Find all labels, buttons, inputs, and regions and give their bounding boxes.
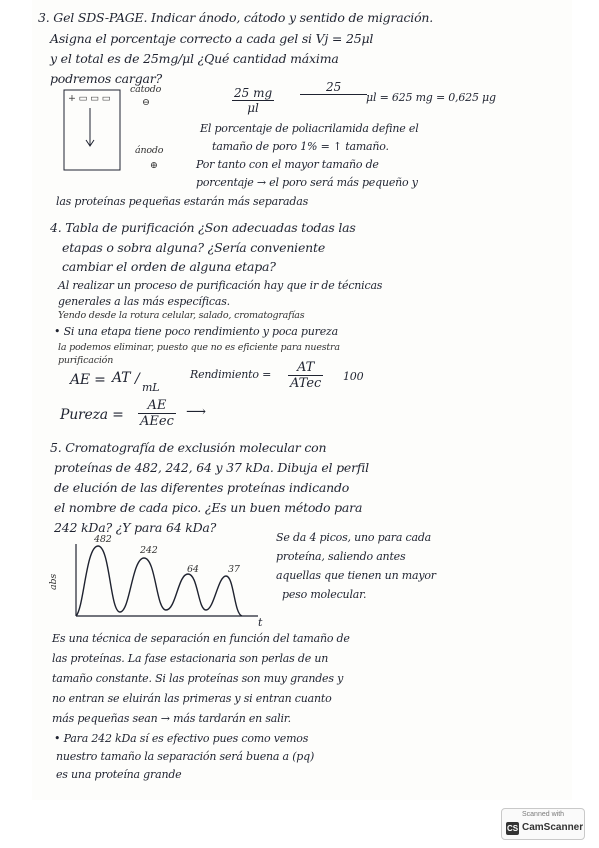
y-axis-label: abs: [48, 573, 59, 590]
q5-line4: el nombre de cada pico. ¿Es un buen método para: [54, 500, 363, 515]
peak-label-37: 37: [228, 564, 240, 575]
q5-answer2: las proteínas. La fase estacionaria son perlas de un: [52, 652, 329, 665]
ae-num: AT: [112, 370, 131, 386]
q5-side2: proteína, saliendo antes: [276, 550, 406, 563]
q4-p5: la podemos eliminar, puesto que no es eficiente para nuestra: [58, 342, 340, 353]
rend-fraction: AT ATec: [290, 360, 322, 391]
q3-line4: podremos cargar?: [50, 71, 163, 86]
q5-line5: 242 kDa? ¿Y para 64 kDa?: [54, 520, 217, 535]
cathode-sign: ⊖: [142, 97, 150, 108]
q4-p2: generales a las más específicas.: [58, 295, 230, 308]
q5-answer3: tamaño constante. Si las proteínas son muy grandes y: [52, 672, 344, 685]
peak-label-64: 64: [187, 564, 199, 575]
anode-sign: ⊕: [150, 160, 158, 171]
q5-line3: de elución de las diferentes proteínas indicando: [54, 480, 350, 495]
q4-heading: 4. Tabla de purificación ¿Son adecuadas todas las: [50, 220, 356, 235]
q5-side1: Se da 4 picos, uno para cada: [276, 531, 432, 544]
ae-den: mL: [142, 381, 160, 394]
q5-heading: 5. Cromatografía de exclusión molecular con: [50, 440, 327, 455]
elution-curve: [76, 546, 242, 616]
q5-answer8: es una proteína grande: [56, 768, 182, 781]
rend-label: Rendimiento =: [190, 368, 272, 381]
q4-p3: Yendo desde la rotura celular, salado, cromatografías: [58, 310, 305, 321]
calc-volume: 25: [300, 80, 367, 95]
anode-label: ánodo: [135, 145, 164, 156]
gel-wells: + ▭ ▭ ▭: [68, 93, 111, 104]
q5-answer6: • Para 242 kDa sí es efectivo pues como vemos: [54, 732, 309, 745]
q3-note4: porcentaje → el poro será más pequeño y: [196, 176, 418, 189]
calc-concentration: $\frac{25 mg}{\mu l}$: [234, 86, 273, 115]
pur-arrow: ⟶: [186, 404, 206, 420]
q5-side4: peso molecular.: [282, 588, 367, 601]
calc-result: μl = 625 mg = 0,625 μg: [366, 91, 496, 104]
q5-answer4: no entran se eluirán las primeras y si entran cuanto: [52, 692, 332, 705]
q4-p1: Al realizar un proceso de purificación hay que ir de técnicas: [58, 279, 383, 292]
q4-p6: purificación: [58, 355, 114, 366]
pur-fraction: AE AEec: [140, 398, 174, 429]
x-axis-label: t: [258, 616, 263, 629]
peak-label-242: 242: [140, 545, 158, 556]
camscanner-logo-icon: CS: [506, 824, 519, 833]
q3-line2: Asigna el porcentaje correcto a cada gel si Vj = 25μl: [50, 31, 374, 46]
q5-answer5: más pequeñas sean → más tardarán en salir.: [52, 712, 291, 725]
q4-p4: • Si una etapa tiene poco rendimiento y poca pureza: [54, 325, 338, 338]
cathode-label: cátodo: [130, 84, 162, 95]
elution-profile: [60, 536, 270, 636]
q5-line2: proteínas de 482, 242, 64 y 37 kDa. Dibuja el perfil: [54, 460, 369, 475]
q3-heading: 3. Gel SDS-PAGE. Indicar ánodo, cátodo y sentido de migración.: [38, 10, 434, 25]
q3-note1: El porcentaje de poliacrilamida define el: [200, 122, 419, 135]
pur-label: Pureza =: [60, 407, 124, 423]
q4-line3: cambiar el orden de alguna etapa?: [62, 259, 276, 274]
q5-side3: aquellas que tienen un mayor: [276, 569, 436, 582]
q3-note2: tamaño de poro 1% = ↑ tamaño.: [212, 140, 389, 153]
camscanner-brand: CamScanner: [522, 822, 584, 833]
q3-note5: las proteínas pequeñas estarán más separadas: [56, 195, 309, 208]
ae-slash: /: [135, 371, 140, 387]
q5-answer1: Es una técnica de separación en función del tamaño de: [52, 632, 350, 645]
q3-line3: y el total es de 25mg/μl ¿Qué cantidad máxima: [50, 51, 339, 66]
q5-answer7: nuestro tamaño la separación será buena a (pq): [56, 750, 315, 763]
q3-note3: Por tanto con el mayor tamaño de: [196, 158, 379, 171]
peak-label-482: 482: [94, 534, 112, 545]
camscanner-badge: [501, 808, 585, 840]
ae-label: AE =: [70, 372, 106, 388]
q4-line2: etapas o sobra alguna? ¿Sería conveniente: [62, 240, 326, 255]
scanned-with-label: Scanned with: [522, 811, 565, 818]
rend-mult: 100: [343, 370, 364, 383]
